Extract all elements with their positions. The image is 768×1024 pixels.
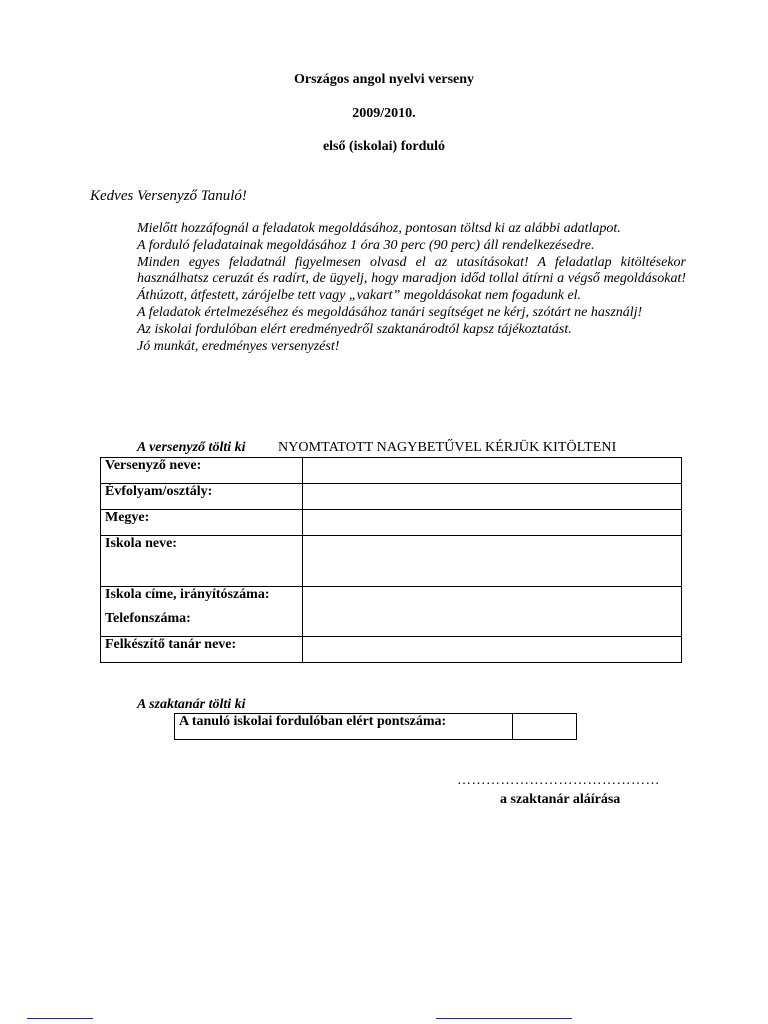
instruction-line: A forduló feladatainak megoldásához 1 óra 30 perc (90 perc) áll rendelkezésedre. xyxy=(137,237,595,253)
table-row xyxy=(101,637,682,663)
field-student-name[interactable] xyxy=(303,458,682,484)
instruction-line: Minden egyes feladatnál figyelmesen olvasd el az utasításokat! A feladatlap kitöltésekor használhatsz ceruzát és radírt, de ügyelj, hogy maradjon időd tollal átírni a végső megoldásokat! Áthúzott, átfestett, zárójelbe tett vagy „vakart” megoldásokat nem fogadunk el. xyxy=(137,254,686,304)
label-school-address xyxy=(101,587,303,637)
instruction-line: Az iskolai fordulóban elért eredményedről szaktanárodtól kapsz tájékoztatást. xyxy=(137,321,572,337)
label-student-name: Versenyző neve: xyxy=(101,458,303,484)
instruction-line: Jó munkát, eredményes versenyzést! xyxy=(137,338,340,354)
table-row xyxy=(175,714,577,740)
instructions xyxy=(137,221,686,355)
competition-title: Országos angol nyelvi verseny xyxy=(293,72,475,87)
student-data-table xyxy=(100,457,682,663)
field-score[interactable] xyxy=(513,714,577,740)
signature-line: …………………………………… xyxy=(457,773,660,788)
footer-link-right[interactable] xyxy=(436,1018,572,1019)
label-score: A tanuló iskolai fordulóban elért pontszáma: xyxy=(175,714,513,740)
label-phone-text: Telefonszáma: xyxy=(105,611,191,626)
field-school-name[interactable] xyxy=(303,536,682,587)
student-section-note: NYOMTATOTT NAGYBETŰVEL KÉRJÜK KITÖLTENI xyxy=(278,440,617,455)
field-school-address[interactable] xyxy=(303,587,682,637)
competition-year: 2009/2010. xyxy=(352,106,416,121)
label-county: Megye: xyxy=(101,510,303,536)
label-school-address-text: Iskola címe, irányítószáma: xyxy=(105,587,270,602)
field-grade-class[interactable] xyxy=(303,484,682,510)
instruction-line: Mielőtt hozzáfognál a feladatok megoldásához, pontosan töltsd ki az alábbi adatlapot. xyxy=(137,221,621,236)
score-table xyxy=(174,713,577,740)
table-row xyxy=(101,458,682,484)
table-row xyxy=(101,510,682,536)
table-row xyxy=(101,536,682,587)
signature-label: a szaktanár aláírása xyxy=(500,792,621,807)
label-school-name: Iskola neve: xyxy=(101,536,303,587)
label-teacher-name: Felkészítő tanár neve: xyxy=(101,637,303,663)
instruction-line: A feladatok értelmezéséhez és megoldásához tanári segítséget ne kérj, szótárt ne használj! xyxy=(137,304,643,320)
table-row xyxy=(101,587,682,637)
footer-link-left[interactable] xyxy=(27,1018,93,1019)
greeting: Kedves Versenyző Tanuló! xyxy=(90,188,247,204)
field-teacher-name[interactable] xyxy=(303,637,682,663)
label-grade-class: Évfolyam/osztály: xyxy=(101,484,303,510)
competition-round: első (iskolai) forduló xyxy=(322,139,446,154)
table-row xyxy=(101,484,682,510)
field-county[interactable] xyxy=(303,510,682,536)
student-section-title: A versenyző tölti ki xyxy=(137,440,246,455)
teacher-section-title: A szaktanár tölti ki xyxy=(137,697,246,712)
